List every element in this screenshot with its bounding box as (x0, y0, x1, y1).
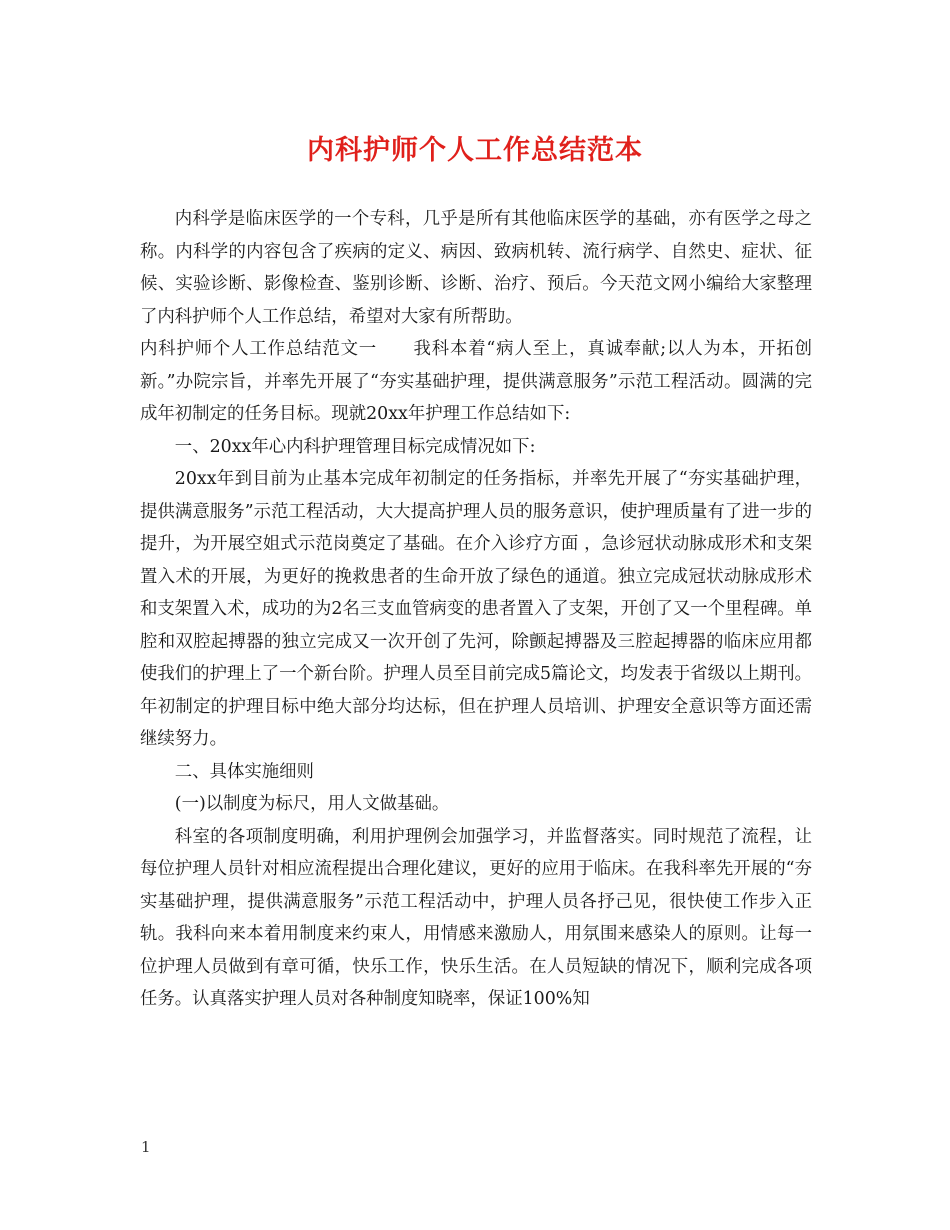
paragraph-sample-one: 内科护师个人工作总结范文一 我科本着“病人至上，真诚奉献;以人为本，开拓创新。”办院宗旨，并率先开展了“夯实基础护理，提供满意服务”示范工程活动。圆满的完成年初制定的任务目标。现就20xx年护理工作总结如下: (140, 339, 812, 424)
page-number: 1 (141, 1138, 151, 1156)
paragraph-rules: 科室的各项制度明确，利用护理例会加强学习，并监督落实。同时规范了流程，让每位护理人员针对相应流程提出合理化建议，更好的应用于临床。在我科率先开展的“夯实基础护理，提供满意服务”示范工程活动中，护理人员各抒己见，很快使工作步入正轨。我科向来本着用制度来约束人，用情感来激励人，用氛围来感染人的原则。让每一位护理人员做到有章可循，快乐工作，快乐生活。在人员短缺的情况下，顺利完成各项任务。认真落实护理人员对各种制度知晓率，保证100%知 (140, 826, 812, 1009)
heading-subsection-one: (一)以制度为标尺，用人文做基础。 (174, 794, 450, 814)
document-title: 内科护师个人工作总结范本 (307, 135, 643, 166)
paragraph-intro: 内科学是临床医学的一个专科，几乎是所有其他临床医学的基础，亦有医学之母之称。内科学的内容包含了疾病的定义、病因、致病机转、流行病学、自然史、症状、征候、实验诊断、影像检查、鉴别诊断、诊断、治疗、预后。今天范文网小编给大家整理了内科护师个人工作总结，希望对大家有所帮助。 (140, 209, 812, 327)
paragraph-progress: 20xx年到目前为止基本完成年初制定的任务指标，并率先开展了“夯实基础护理，提供满意服务”示范工程活动，大大提高护理人员的服务意识，使护理质量有了进一步的提升，为开展空姐式示范岗奠定了基础。在介入诊疗方面 ，急诊冠状动脉成形术和支架置入术的开展，为更好的挽救患者的生命开放了绿色的通道。独立完成冠状动脉成形术和支架置入术，成功的为2名三支血管病变的患者置入了支架，开创了又一个里程碑。单腔和双腔起搏器的独立完成又一次开创了先河，除颤起搏器及三腔起搏器的临床应用都使我们的护理上了一个新台阶。护理人员至目前完成5篇论文，均发表于省级以上期刊。年初制定的护理目标中绝大部分均达标，但在护理人员培训、护理安全意识等方面还需继续努力。 (140, 469, 812, 749)
document-body (140, 203, 812, 1016)
heading-section-two: 二、具体实施细则 (174, 761, 314, 782)
heading-section-one: 一、20xx年心内科护理管理目标完成情况如下: (174, 436, 536, 457)
